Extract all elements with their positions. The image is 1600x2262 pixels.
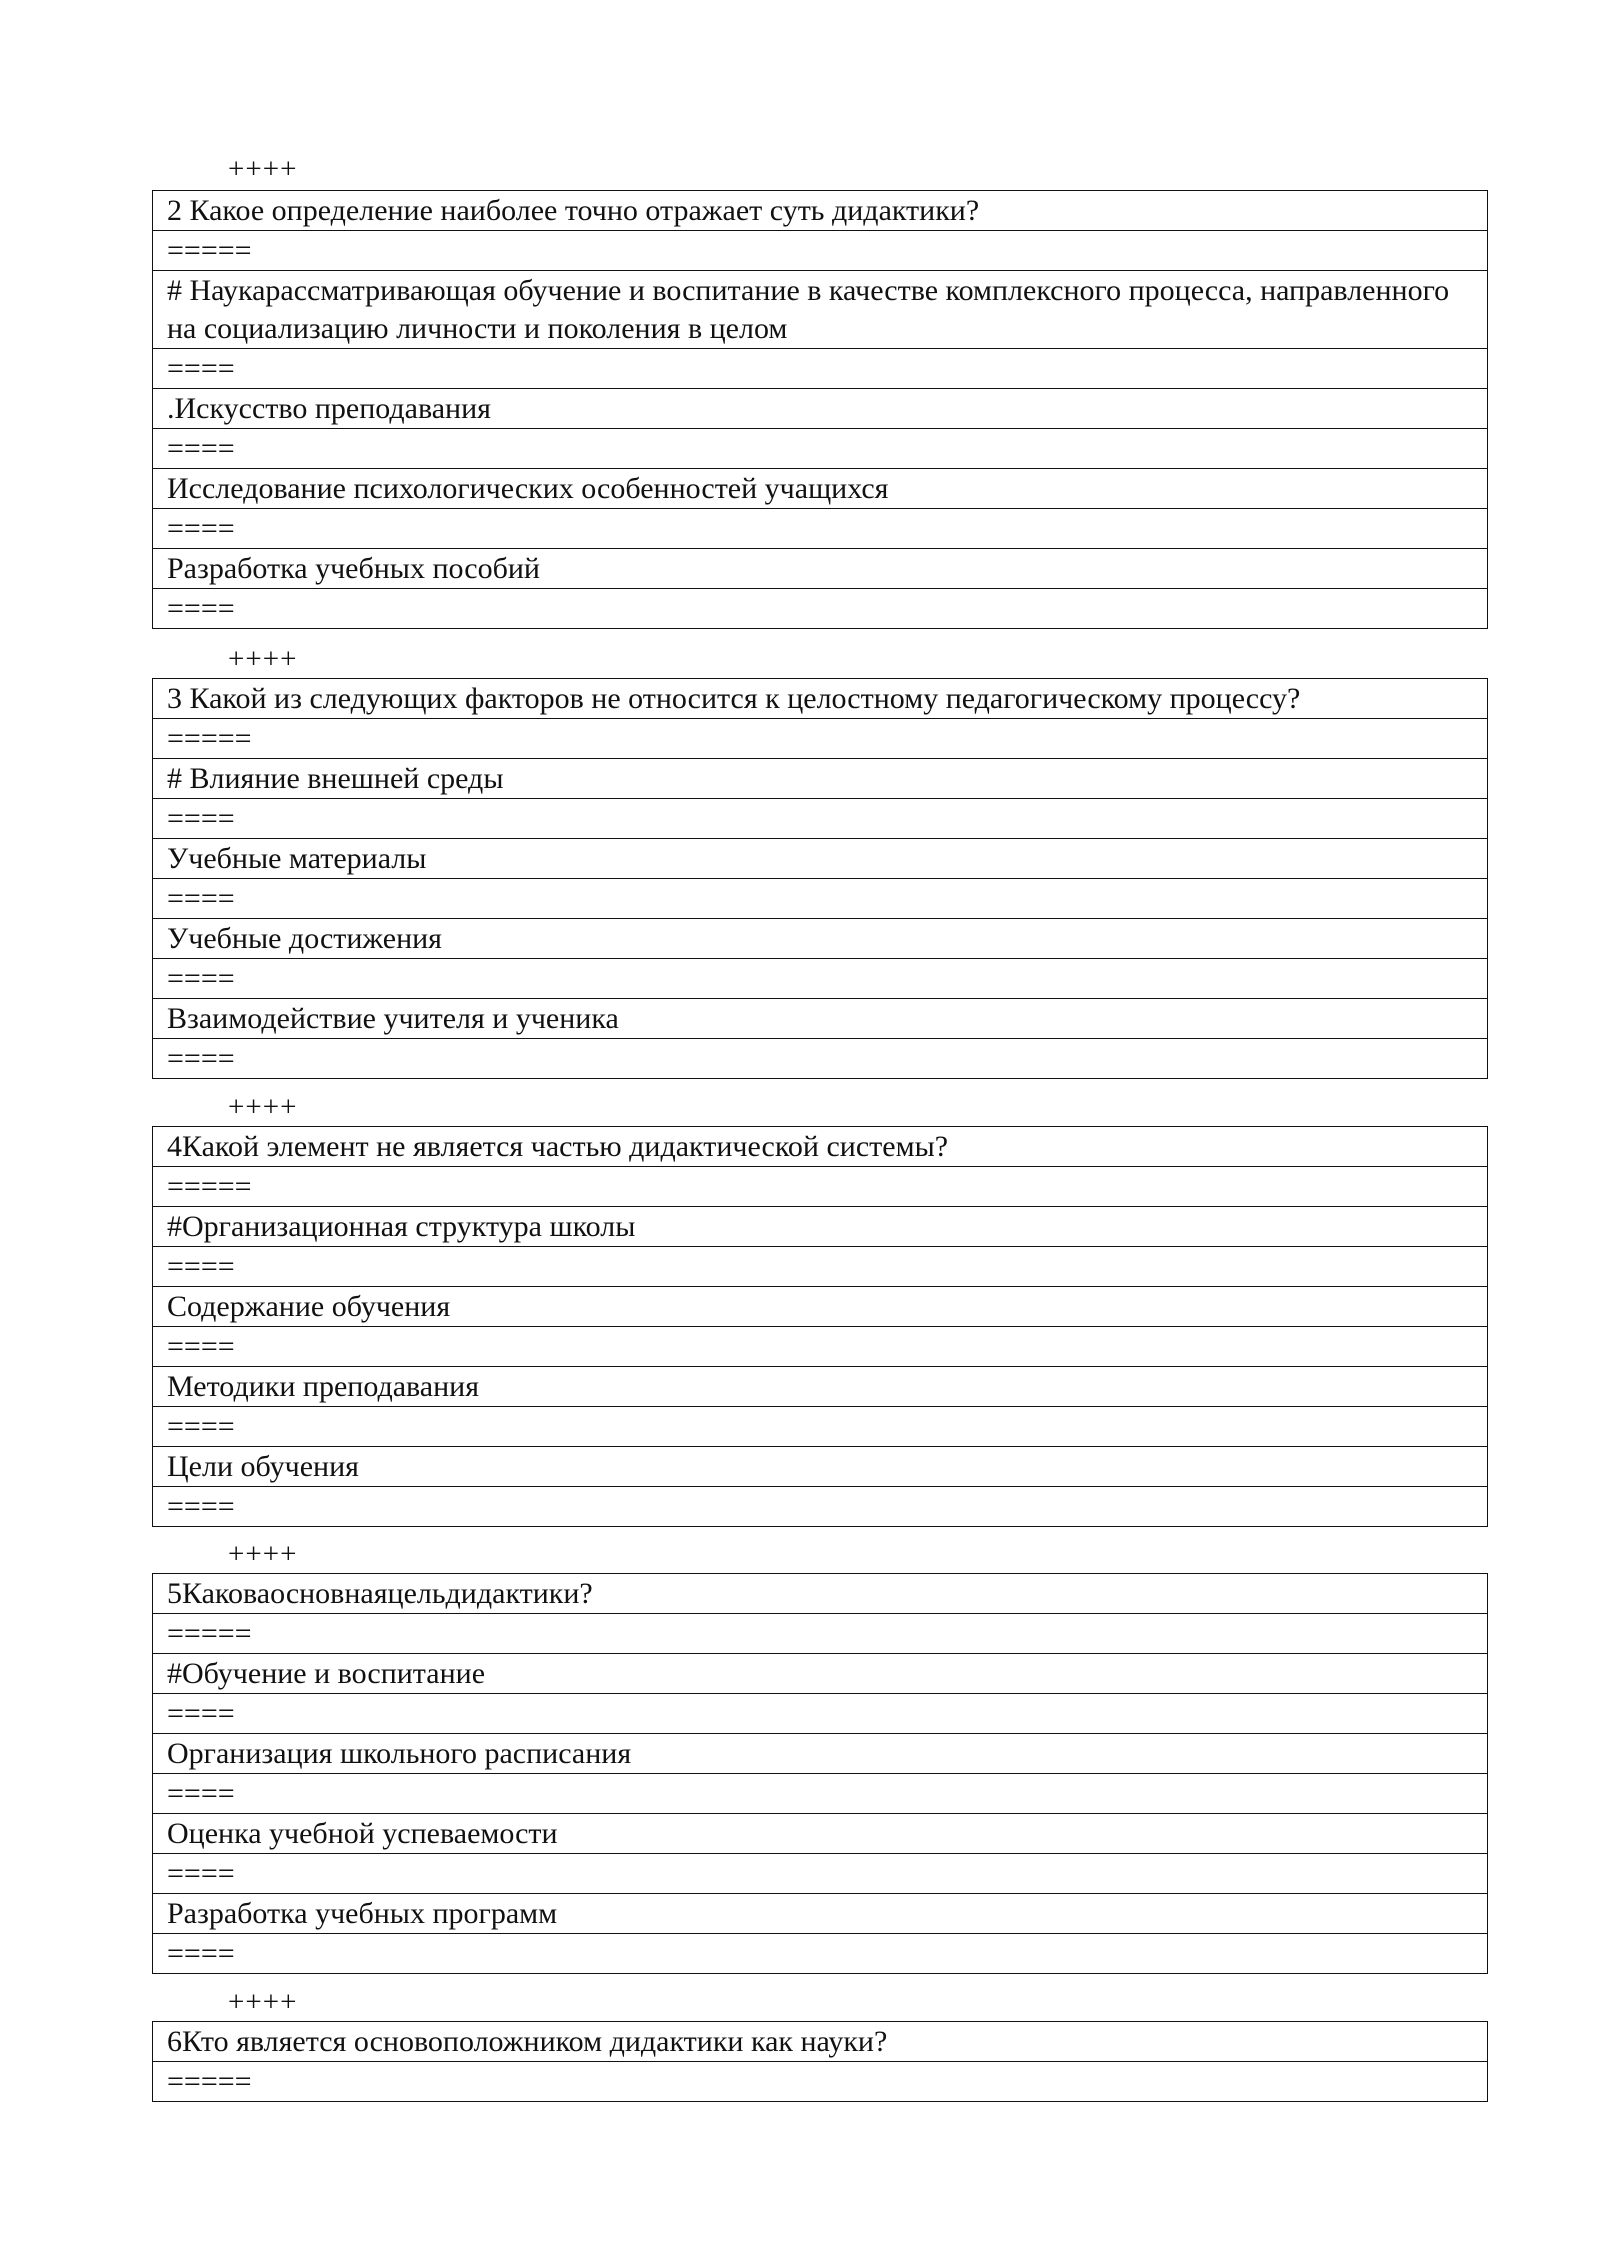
question-text: 2 Какое определение наиболее точно отражает суть дидактики? xyxy=(153,191,1488,231)
correct-answer: # Влияние внешней среды xyxy=(153,759,1488,799)
answer-separator: ===== xyxy=(153,2062,1488,2102)
answer-separator: ===== xyxy=(153,1614,1488,1654)
answer-separator: ==== xyxy=(153,1854,1488,1894)
answer-option: Разработка учебных пособий xyxy=(153,549,1488,589)
answer-separator: ==== xyxy=(153,1327,1488,1367)
answer-option: Содержание обучения xyxy=(153,1287,1488,1327)
answer-separator: ===== xyxy=(153,231,1488,271)
question-separator: ++++ xyxy=(228,153,298,185)
answer-option: Учебные достижения xyxy=(153,919,1488,959)
question-text: 3 Какой из следующих факторов не относится к целостному педагогическому процессу? xyxy=(153,679,1488,719)
answer-option: Методики преподавания xyxy=(153,1367,1488,1407)
answer-separator: ==== xyxy=(153,1487,1488,1527)
question-separator: ++++ xyxy=(228,1986,298,2018)
answer-separator: ==== xyxy=(153,1774,1488,1814)
question-table-2 xyxy=(152,190,1488,629)
correct-answer: # Наукарассматривающая обучение и воспитание в качестве комплексного процесса, направленного на социализацию личности и поколения в целом xyxy=(153,271,1488,349)
answer-separator: ==== xyxy=(153,589,1488,629)
correct-answer: #Обучение и воспитание xyxy=(153,1654,1488,1694)
question-table-5 xyxy=(152,1573,1488,1974)
answer-option: Взаимодействие учителя и ученика xyxy=(153,999,1488,1039)
answer-option: Оценка учебной успеваемости xyxy=(153,1814,1488,1854)
answer-separator: ==== xyxy=(153,799,1488,839)
question-text: 6Кто является основоположником дидактики как науки? xyxy=(153,2022,1488,2062)
question-table-3 xyxy=(152,678,1488,1079)
question-table-6 xyxy=(152,2021,1488,2102)
answer-separator: ===== xyxy=(153,1167,1488,1207)
question-table-4 xyxy=(152,1126,1488,1527)
answer-separator: ==== xyxy=(153,429,1488,469)
question-separator: ++++ xyxy=(228,1538,298,1570)
answer-separator: ==== xyxy=(153,1039,1488,1079)
answer-option: Цели обучения xyxy=(153,1447,1488,1487)
answer-separator: ==== xyxy=(153,879,1488,919)
answer-option: Разработка учебных программ xyxy=(153,1894,1488,1934)
answer-separator: ==== xyxy=(153,959,1488,999)
answer-option: .Искусство преподавания xyxy=(153,389,1488,429)
answer-option: Исследование психологических особенностей учащихся xyxy=(153,469,1488,509)
question-separator: ++++ xyxy=(228,1091,298,1123)
answer-separator: ===== xyxy=(153,719,1488,759)
correct-answer: #Организационная структура школы xyxy=(153,1207,1488,1247)
answer-separator: ==== xyxy=(153,349,1488,389)
answer-separator: ==== xyxy=(153,1407,1488,1447)
answer-separator: ==== xyxy=(153,509,1488,549)
answer-separator: ==== xyxy=(153,1694,1488,1734)
answer-separator: ==== xyxy=(153,1247,1488,1287)
question-text: 4Какой элемент не является частью дидактической системы? xyxy=(153,1127,1488,1167)
answer-option: Организация школьного расписания xyxy=(153,1734,1488,1774)
answer-separator: ==== xyxy=(153,1934,1488,1974)
answer-option: Учебные материалы xyxy=(153,839,1488,879)
question-text: 5Каковаосновнаяцельдидактики? xyxy=(153,1574,1488,1614)
question-separator: ++++ xyxy=(228,643,298,675)
